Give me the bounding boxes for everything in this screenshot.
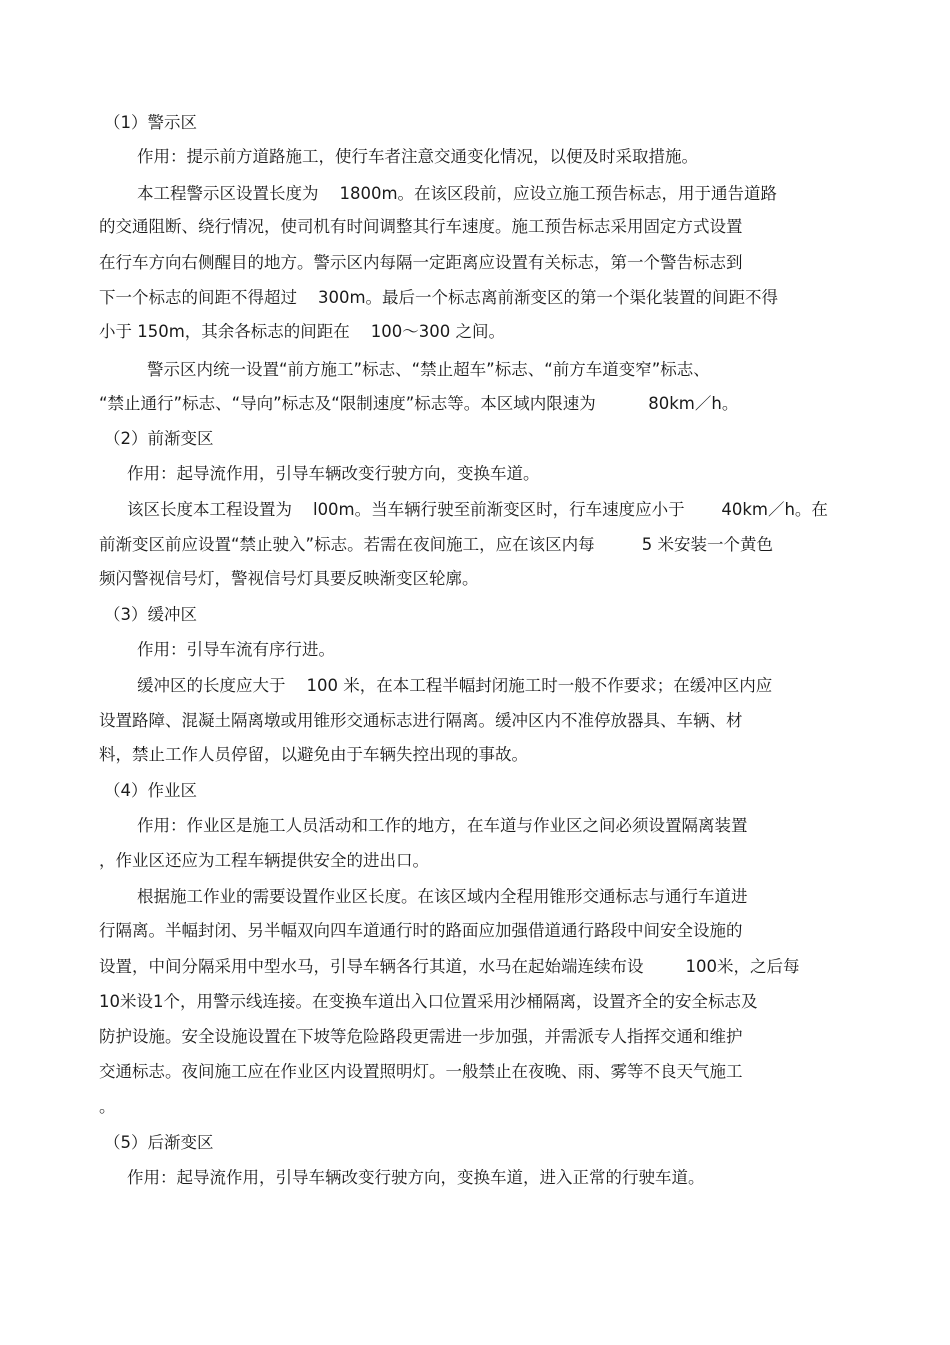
paragraph-line: ，作业区还应为工程车辆提供安全的进出口。 [99, 851, 429, 870]
paragraph-line: 前渐变区前应设置“禁止驶入”标志。若需在夜间施工，应在该区内每 5 米安装一个黄色 [99, 535, 774, 554]
paragraph-line: 10米设1个，用警示线连接。在变换车道出入口位置采用沙桶隔离，设置齐全的安全标志及 [99, 992, 758, 1011]
paragraph-line: 该区长度本工程设置为 l00m。当车辆行驶至前渐变区时，行车速度应小于 40km／h。在 [127, 500, 828, 519]
paragraph-line: 缓冲区的长度应大于 100 米，在本工程半幅封闭施工时一般不作要求；在缓冲区内应 [137, 676, 773, 695]
paragraph-line: 频闪警视信号灯，警视信号灯具要反映渐变区轮廓。 [99, 569, 479, 588]
paragraph-line: 作用：提示前方道路施工，使行车者注意交通变化情况，以便及时采取措施。 [137, 147, 698, 166]
paragraph-line: 。 [99, 1097, 116, 1116]
paragraph-line: 作用：起导流作用，引导车辆改变行驶方向，变换车道。 [127, 464, 540, 483]
heading-buffer-zone: （3）缓冲区 [104, 605, 197, 624]
heading-rear-transition-zone: （5）后渐变区 [104, 1133, 214, 1152]
heading-front-transition-zone: （2）前渐变区 [104, 429, 214, 448]
paragraph-line: 小于 150m，其余各标志的间距在 100～300 之间。 [99, 322, 506, 341]
paragraph-line: 警示区内统一设置“前方施工”标志、“禁止超车”标志、“前方车道变窄”标志、 [147, 360, 710, 379]
paragraph-line: 作用：作业区是施工人员活动和工作的地方，在车道与作业区之间必须设置隔离装置 [137, 816, 748, 835]
paragraph-line: 下一个标志的间距不得超过 300m。最后一个标志离前渐变区的第一个渠化装置的间距不得 [99, 288, 779, 307]
paragraph-line: 设置，中间分隔采用中型水马，引导车辆各行其道，水马在起始端连续布设 100米，之后每 [99, 957, 800, 976]
paragraph-line: 作用：起导流作用，引导车辆改变行驶方向，变换车道，进入正常的行驶车道。 [127, 1168, 705, 1187]
paragraph-line: 在行车方向右侧醒目的地方。警示区内每隔一定距离应设置有关标志，第一个警告标志到 [99, 253, 743, 272]
paragraph-line: “禁止通行”标志、“导向”标志及“限制速度”标志等。本区域内限速为 80km／h。 [99, 394, 739, 413]
paragraph-line: 设置路障、混凝土隔离墩或用锥形交通标志进行隔离。缓冲区内不准停放器具、车辆、材 [99, 711, 743, 730]
paragraph-line: 本工程警示区设置长度为 1800m。在该区段前，应设立施工预告标志，用于通告道路 [137, 184, 778, 203]
paragraph-line: 行隔离。半幅封闭、另半幅双向四车道通行时的路面应加强借道通行路段中间安全设施的 [99, 921, 743, 940]
paragraph-line: 的交通阻断、绕行情况，使司机有时间调整其行车速度。施工预告标志采用固定方式设置 [99, 217, 743, 236]
paragraph-line: 料，禁止工作人员停留，以避免由于车辆失控出现的事故。 [99, 745, 528, 764]
paragraph-line: 根据施工作业的需要设置作业区长度。在该区域内全程用锥形交通标志与通行车道进 [137, 887, 748, 906]
paragraph-line: 防护设施。安全设施设置在下坡等危险路段更需进一步加强，并需派专人指挥交通和维护 [99, 1027, 743, 1046]
paragraph-line: 交通标志。夜间施工应在作业区内设置照明灯。一般禁止在夜晚、雨、雾等不良天气施工 [99, 1062, 743, 1081]
heading-warning-zone: （1）警示区 [104, 113, 197, 132]
heading-work-zone: （4）作业区 [104, 781, 197, 800]
paragraph-line: 作用：引导车流有序行进。 [137, 640, 335, 659]
